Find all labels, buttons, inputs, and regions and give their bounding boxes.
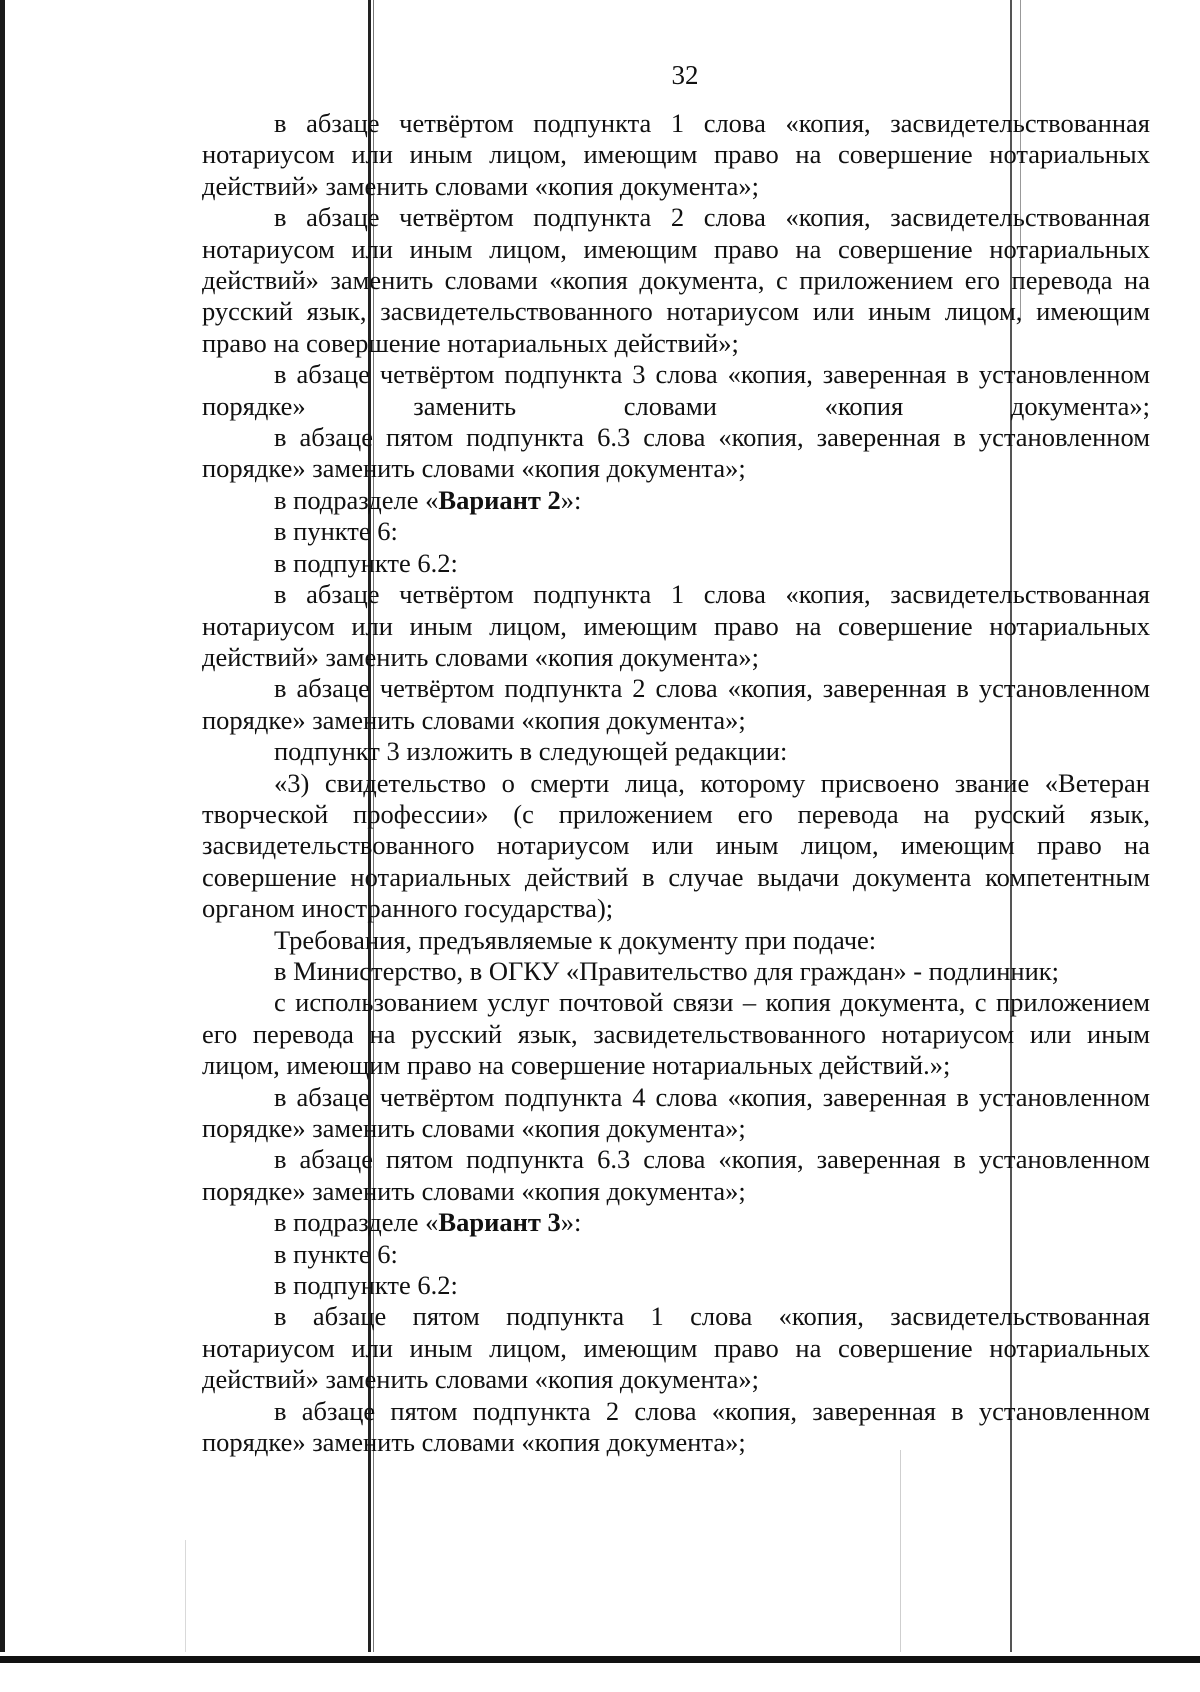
paragraph: с использованием услуг почтовой связи – копия документа, с приложением его перевода на русский язык, засвидетельствованного нотариусом или иным лицом, имеющим право на совершение нотариальных действий.»; [202,987,1150,1081]
paragraph: в абзаце четвёртом подпункта 2 слова «копия, заверенная в установленном порядке» заменить словами «копия документа»; [202,673,1150,735]
paragraph: в абзаце четвёртом подпункта 3 слова «копия, заверенная в установленном порядке» заменить словами «копия документа»; [202,359,1150,421]
paragraph: в абзаце пятом подпункта 6.3 слова «копия, заверенная в установленном порядке» заменить словами «копия документа»; [202,422,1150,484]
scan-left-edge [0,0,5,1692]
paragraph: в подпункте 6.2: [274,547,458,578]
scan-fold-line [900,1450,901,1656]
paragraph: подпункт 3 изложить в следующей редакции: [274,736,788,767]
subsection-heading: в подразделе «Вариант 3»: [274,1207,582,1238]
scan-bottom-edge [0,1656,1200,1663]
variant-title: Вариант 3 [438,1207,561,1238]
paragraph: в Министерство, в ОГКУ «Правительство для граждан» - подлинник; [274,955,1059,986]
document-body [202,108,1150,1458]
paragraph: в пункте 6: [274,516,398,547]
paragraph: в абзаце четвёртом подпункта 1 слова «копия, засвидетельствованная нотариусом или иным лицом, имеющим право на совершение нотариальных действий» заменить словами «копия документа»; [202,579,1150,672]
paragraph: в абзаце четвёртом подпункта 2 слова «копия, засвидетельствованная нотариусом или иным лицом, имеющим право на совершение нотариальных действий» заменить словами «копия документа, с приложением его перевода на русский язык, засвидетельствованного нотариусом или иным лицом, имеющим право на совершение нотариальных действий»; [202,202,1150,358]
scan-fold-line [185,1540,186,1656]
paragraph: «3) свидетельство о смерти лица, которому присвоено звание «Ветеран творческой профессии» (с приложением его перевода на русский язык, засвидетельствованного нотариусом или иным лицом, имеющим право на совершение нотариальных действий в случае выдачи документа компетентным органом иностранного государства); [202,767,1150,924]
paragraph: в пункте 6: [274,1238,398,1269]
paragraph: Требования, предъявляемые к документу при подаче: [274,924,877,955]
paragraph: в абзаце пятом подпункта 1 слова «копия, засвидетельствованная нотариусом или иным лицом, имеющим право на совершение нотариальных действий» заменить словами «копия документа»; [202,1301,1150,1395]
paragraph: в подпункте 6.2: [274,1270,458,1301]
paragraph: в абзаце пятом подпункта 6.3 слова «копия, заверенная в установленном порядке» заменить словами «копия документа»; [202,1144,1150,1206]
paragraph: в абзаце четвёртом подпункта 4 слова «копия, заверенная в установленном порядке» заменить словами «копия документа»; [202,1081,1150,1143]
subsection-heading: в подразделе «Вариант 2»: [274,484,582,515]
variant-title: Вариант 2 [438,484,561,515]
paragraph: в абзаце четвёртом подпункта 1 слова «копия, засвидетельствованная нотариусом или иным лицом, имеющим право на совершение нотариальных действий» заменить словами «копия документа»; [202,108,1150,201]
paragraph: в абзаце пятом подпункта 2 слова «копия, заверенная в установленном порядке» заменить словами «копия документа»; [202,1395,1150,1458]
page-number: 32 [671,60,699,90]
